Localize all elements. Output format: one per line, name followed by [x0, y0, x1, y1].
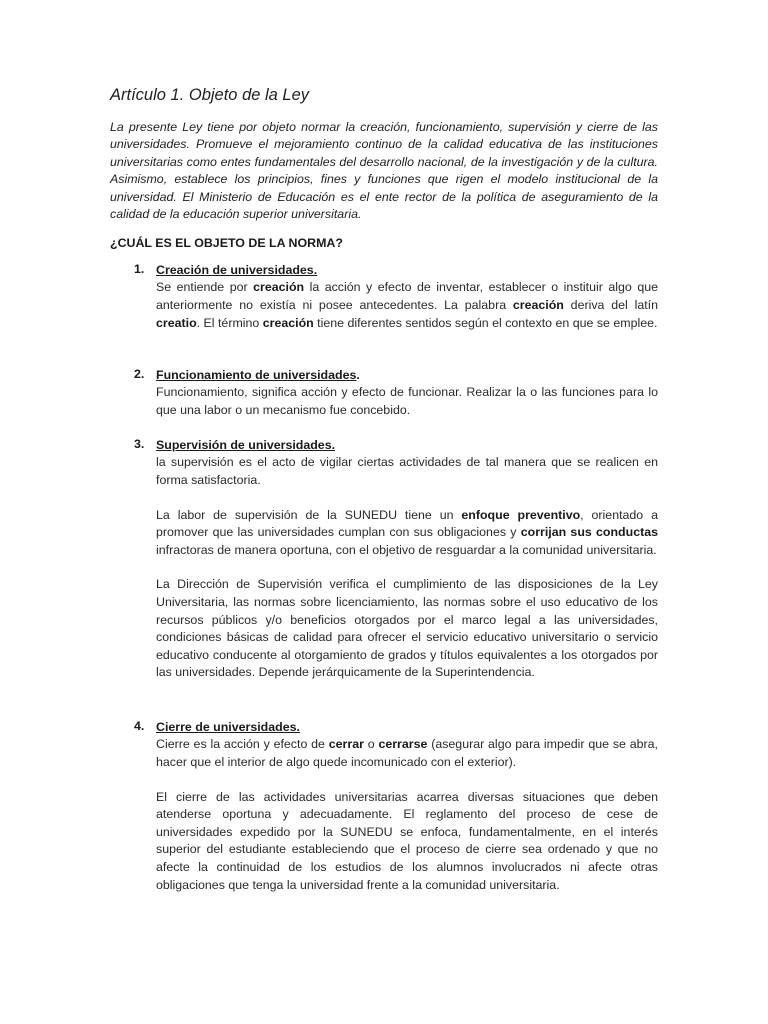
list-number: 1. — [134, 262, 145, 276]
item-paragraph: Cierre es la acción y efecto de cerrar o cerrarse (asegurar algo para impedir que se abra, hacer que el interior de algo quede incomunicado con el exterior). — [156, 737, 659, 769]
item-paragraph: El cierre de las actividades universitarias acarrea diversas situaciones que deben atenderse oportuna y adecuadamente. El reglamento del proceso de cese de universidades expedido por la SUNEDU se enfoca, fundamentalmente, en el interés superior del estudiante estableciendo que el proceso de cierre sea ordenado y que no afecte la continuidad de los estudios de los alumnos involucrados ni afecte otras obligaciones que tenga la universidad frente a la comunidad universitaria. — [156, 789, 658, 892]
list-item-supervision — [134, 437, 658, 682]
item-paragraph: La labor de supervisión de la SUNEDU tiene un enfoque preventivo, orientado a promover que las universidades cumplan con sus obligaciones y corrijan sus conductas infractoras de manera oportuna, con el objetivo de resguardar a la comunidad universitaria. — [156, 507, 658, 557]
list-number: 3. — [134, 437, 145, 451]
item-heading: Funcionamiento de universidades. — [156, 368, 360, 382]
article-intro: La presente Ley tiene por objeto normar la creación, funcionamiento, supervisión y cierre de las universidades. Promueve el mejoramiento continuo de la calidad educativa de las instituciones universitarias como entes fundamentales del desarrollo nacional, de la investigación y de la cultura. Asimismo, establece los principios, fines y funciones que rigen el modelo institucional de la universidad. El Ministerio de Educación es el ente rector de la política de aseguramiento de la calidad de la educación superior universitaria. — [110, 120, 658, 222]
item-heading: Creación de universidades. — [156, 263, 318, 277]
item-heading: Supervisión de universidades. — [156, 438, 336, 452]
list-number: 4. — [134, 719, 145, 733]
list-item-cierre — [134, 719, 658, 894]
article-title: Artículo 1. Objeto de la Ley — [110, 86, 310, 104]
section-question: ¿CUÁL ES EL OBJETO DE LA NORMA? — [110, 236, 343, 250]
item-paragraph: Se entiende por creación la acción y efecto de inventar, establecer o instituir algo que anteriormente no existía ni posee antecedentes. La palabra creación deriva del latín creatio. El término creación tiene diferentes sentidos según el contexto en que se emplee. — [156, 280, 659, 330]
item-heading: Cierre de universidades. — [156, 720, 300, 734]
list-item-creacion — [134, 262, 658, 332]
list-number: 2. — [134, 367, 145, 381]
item-paragraph: Funcionamiento, significa acción y efecto de funcionar. Realizar la o las funciones para lo que una labor o un mecanismo fue concebido. — [156, 385, 658, 417]
list-item-funcionamiento — [134, 367, 658, 420]
item-paragraph: La Dirección de Supervisión verifica el cumplimiento de las disposiciones de la Ley Universitaria, las normas sobre licenciamiento, las normas sobre el uso educativo de los recursos públicos y/o beneficios otorgados por el marco legal a las universidades, condiciones básicas de calidad para ofrecer el servicio educativo universitario o servicio educativo conducente al otorgamiento de grados y títulos equivalentes a los otorgados por las universidades. Depende jerárquicamente de la Superintendencia. — [156, 577, 658, 680]
item-paragraph: la supervisión es el acto de vigilar ciertas actividades de tal manera que se realicen en forma satisfactoria. — [156, 455, 658, 487]
